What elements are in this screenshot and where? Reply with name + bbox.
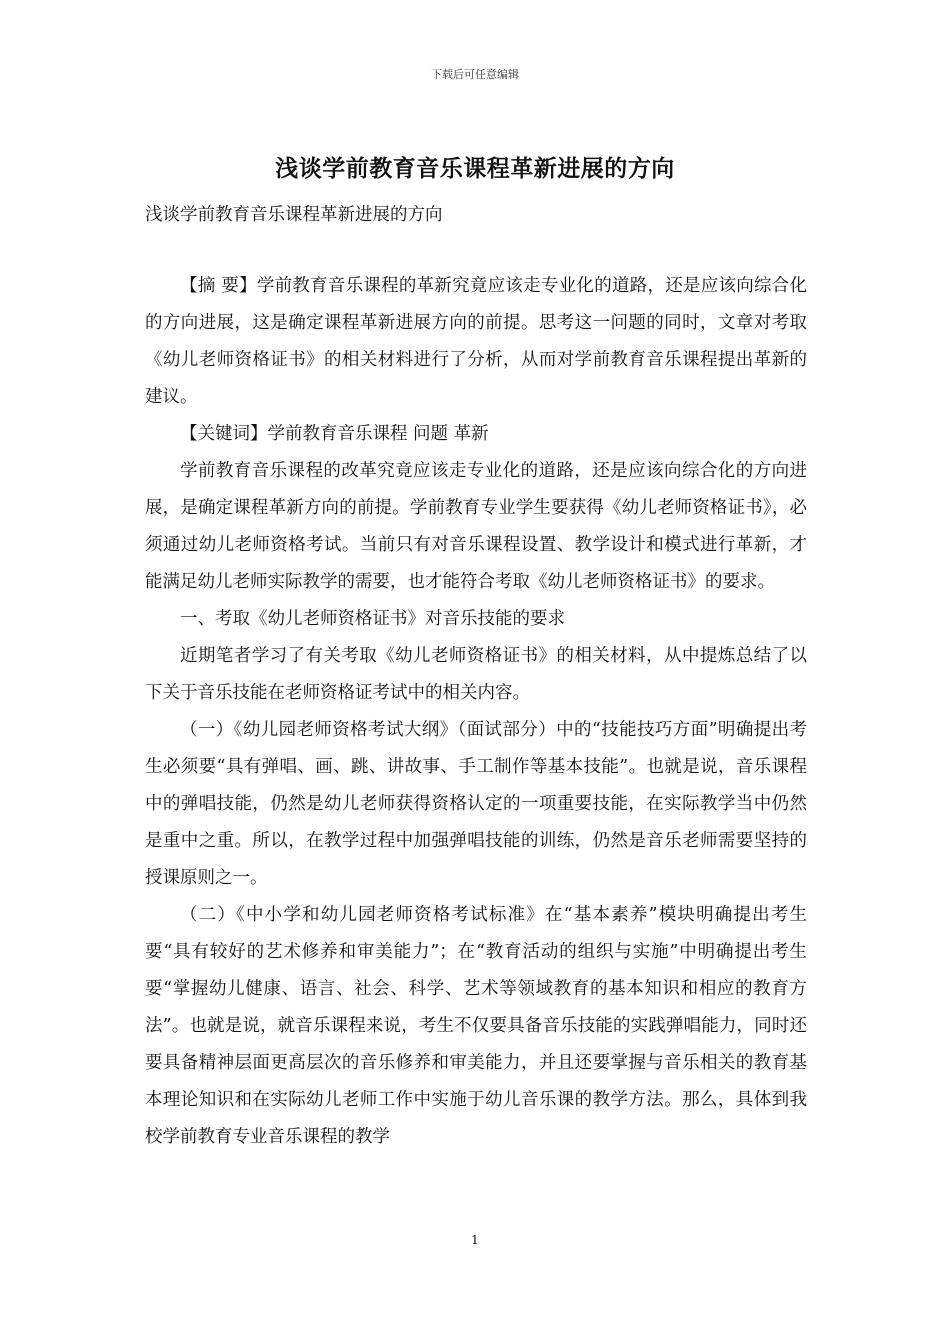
page-header-note: 下载后可任意编辑 bbox=[431, 68, 519, 81]
body-paragraph: （一）《幼儿园老师资格考试大纲》（面试部分）中的“技能技巧方面”明确提出考生必须要“具有弹唱、画、跳、讲故事、手工制作等基本技能”。也就是说，音乐课程中的弹唱技能，仍然是幼儿老师获得资格认定的一项重要技能，在实际教学当中仍然是重中之重。所以，在教学过程中加强弹唱技能的训练，仍然是音乐老师需要坚持的授课原则之一。 bbox=[145, 720, 807, 888]
section-heading: 一、考取《幼儿老师资格证书》对音乐技能的要求 bbox=[180, 609, 565, 629]
document-subtitle: 浅谈学前教育音乐课程革新进展的方向 bbox=[145, 205, 443, 225]
page-number: 1 bbox=[471, 1233, 479, 1247]
document-title: 浅谈学前教育音乐课程革新进展的方向 bbox=[275, 155, 675, 182]
body-paragraph: 学前教育音乐课程的改革究竟应该走专业化的道路，还是应该向综合化的方向进展，是确定课程革新方向的前提。学前教育专业学生要获得《幼儿老师资格证书》，必须通过幼儿老师资格考试。当前只有对音乐课程设置、教学设计和模式进行革新，才能满足幼儿老师实际教学的需要，也才能符合考取《幼儿老师资格证书》的要求。 bbox=[145, 461, 807, 592]
body-paragraph: 近期笔者学习了有关考取《幼儿老师资格证书》的相关材料，从中提炼总结了以下关于音乐技能在老师资格证考试中的相关内容。 bbox=[145, 646, 807, 703]
document-body bbox=[145, 268, 807, 1156]
keywords-paragraph: 【关键词】学前教育音乐课程 问题 革新 bbox=[180, 424, 489, 444]
body-paragraph: （二）《中小学和幼儿园老师资格考试标准》在“基本素养”模块明确提出考生要“具有较好的艺术修养和审美能力”；在“教育活动的组织与实施”中明确提出考生要“掌握幼儿健康、语言、社会、科学、艺术等领域教育的基本知识和相应的教育方法”。也就是说，就音乐课程来说，考生不仅要具备音乐技能的实践弹唱能力，同时还要具备精神层面更高层次的音乐修养和审美能力，并且还要掌握与音乐相关的教育基本理论知识和在实际幼儿老师工作中实施于幼儿音乐课的教学方法。那么，具体到我校学前教育专业音乐课程的教学 bbox=[145, 905, 807, 1147]
abstract-paragraph: 【摘 要】学前教育音乐课程的革新究竟应该走专业化的道路，还是应该向综合化的方向进展，这是确定课程革新进展方向的前提。思考这一问题的同时，文章对考取《幼儿老师资格证书》的相关材料进行了分析，从而对学前教育音乐课程提出革新的建议。 bbox=[145, 276, 807, 407]
